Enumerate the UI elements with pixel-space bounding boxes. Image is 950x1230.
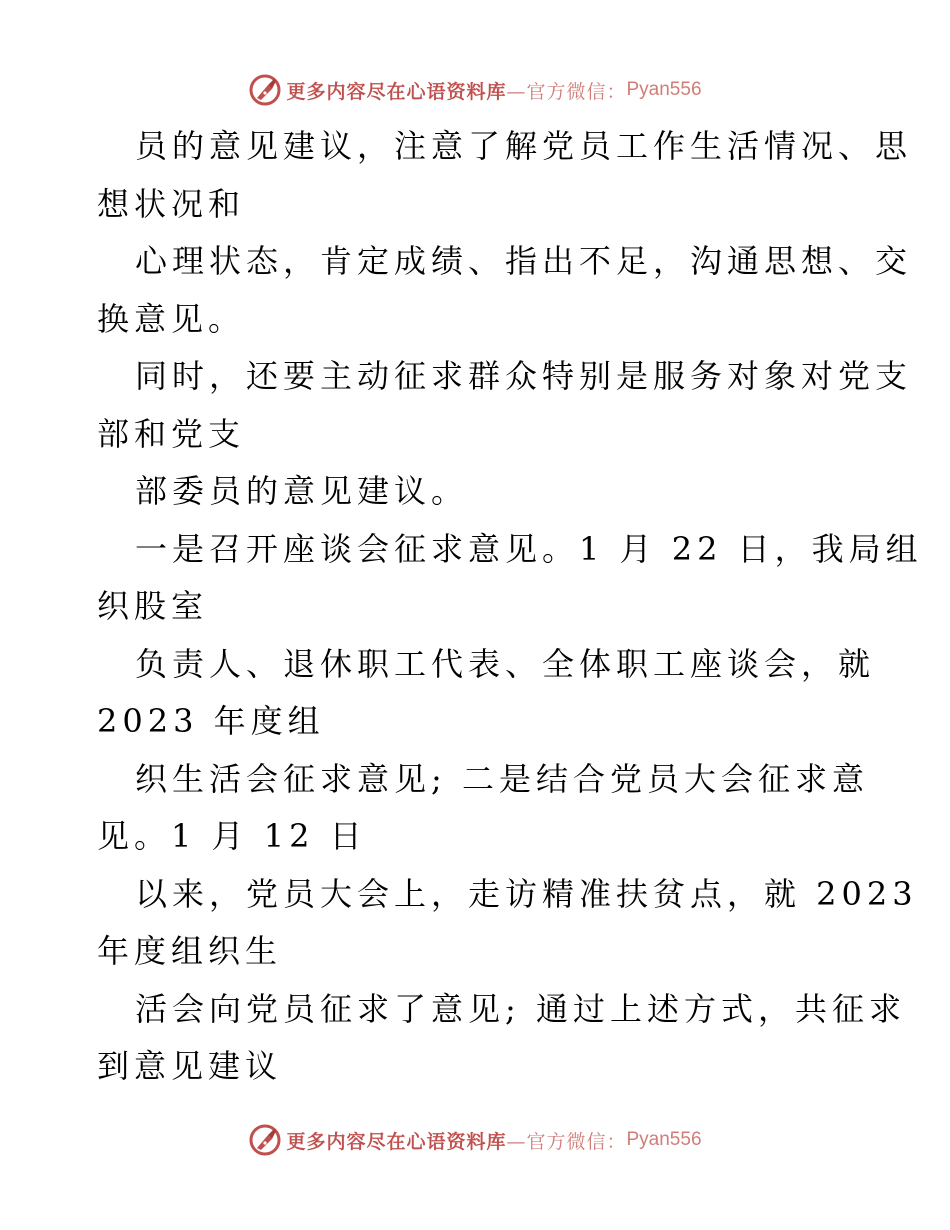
body-line: 负责人、退休职工代表、全体职工座谈会，就 xyxy=(135,644,876,683)
footer-banner-title: 更多内容尽在心语资料库 xyxy=(286,1130,507,1153)
body-line: 想状况和 xyxy=(97,184,246,223)
body-line: 一是召开座谈会征求意见。1 月 22 日，我局组 xyxy=(135,529,923,568)
body-line: 年度组织生 xyxy=(97,932,283,970)
header-banner-title: 更多内容尽在心语资料库 xyxy=(286,80,507,103)
body-line: 以来，党员大会上，走访精准扶贫点，就 2023 xyxy=(135,874,918,913)
body-line: 2023 年度组 xyxy=(97,702,325,740)
footer-banner-separator: —官方微信： xyxy=(506,1130,627,1153)
body-line: 部委员的意见建议。 xyxy=(135,472,469,510)
body-line: 织生活会征求意见; 二是结合党员大会征求意 xyxy=(135,759,869,798)
body-line: 部和党支 xyxy=(97,414,246,453)
body-line: 见。1 月 12 日 xyxy=(97,817,367,855)
body-line: 员的意见建议，注意了解党员工作生活情况、思 xyxy=(135,127,913,165)
body-line: 同时，还要主动征求群众特别是服务对象对党支 xyxy=(135,357,913,395)
body-line: 心理状态，肯定成绩、指出不足，沟通思想、交 xyxy=(135,242,913,280)
header-banner-wechat-id: Pyan556 xyxy=(626,79,702,100)
header-banner-separator: —官方微信： xyxy=(506,80,627,103)
footer-banner-wechat-id: Pyan556 xyxy=(626,1129,702,1150)
header-banner xyxy=(0,70,950,110)
body-line: 织股室 xyxy=(97,587,209,625)
body-line: 换意见。 xyxy=(97,299,246,338)
pen-nib-logo-icon xyxy=(248,1123,282,1157)
footer-banner xyxy=(0,1120,950,1160)
body-line: 活会向党员征求了意见; 通过上述方式，共征求 xyxy=(135,989,906,1028)
body-line: 到意见建议 xyxy=(97,1047,283,1085)
document-body xyxy=(97,118,923,1096)
pen-nib-logo-icon xyxy=(248,73,282,107)
